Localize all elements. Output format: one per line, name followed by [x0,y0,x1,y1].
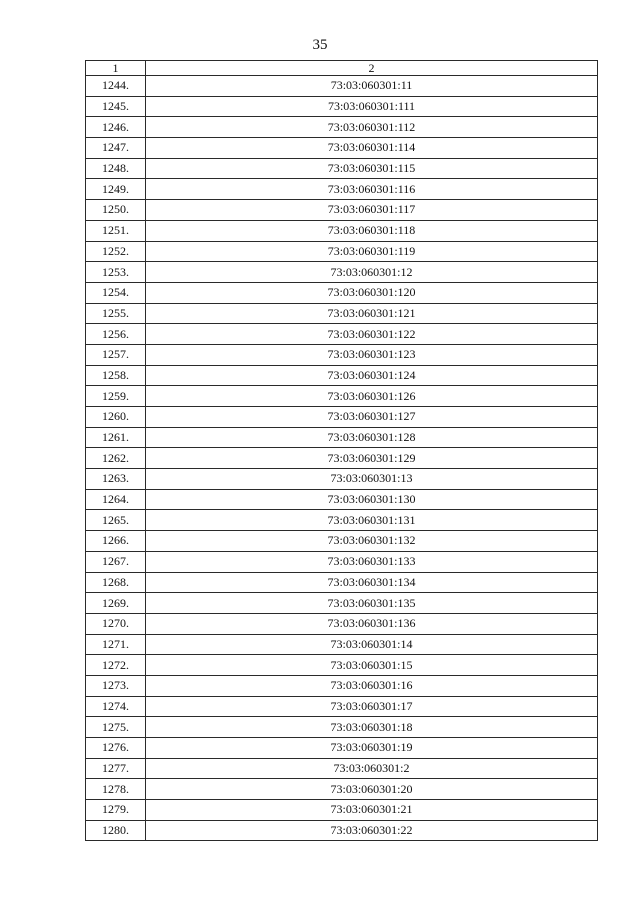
row-number-cell: 1277. [86,758,146,779]
table-row [86,220,598,241]
cadastral-table [85,60,598,841]
table-row [86,241,598,262]
row-number-cell: 1256. [86,324,146,345]
row-number-cell: 1271. [86,634,146,655]
cadastral-number-cell: 73:03:060301:128 [146,427,598,448]
row-number-cell: 1249. [86,179,146,200]
cadastral-number-cell: 73:03:060301:133 [146,551,598,572]
cadastral-number-cell: 73:03:060301:21 [146,800,598,821]
page-number: 35 [312,37,328,53]
row-number-cell: 1265. [86,510,146,531]
cadastral-number-cell: 73:03:060301:119 [146,241,598,262]
table-row [86,779,598,800]
column-header-2: 2 [146,61,598,76]
row-number-cell: 1272. [86,655,146,676]
table-row [86,572,598,593]
cadastral-number-cell: 73:03:060301:129 [146,448,598,469]
table-row [86,282,598,303]
cadastral-number-cell: 73:03:060301:11 [146,76,598,97]
table-row [86,117,598,138]
row-number-cell: 1261. [86,427,146,448]
row-number-cell: 1244. [86,76,146,97]
table-row [86,427,598,448]
row-number-cell: 1267. [86,551,146,572]
row-number-cell: 1279. [86,800,146,821]
table-row [86,655,598,676]
table-row [86,510,598,531]
row-number-cell: 1276. [86,738,146,759]
row-number-cell: 1278. [86,779,146,800]
table-row [86,758,598,779]
table-row [86,76,598,97]
cadastral-number-cell: 73:03:060301:122 [146,324,598,345]
row-number-cell: 1273. [86,675,146,696]
cadastral-number-cell: 73:03:060301:18 [146,717,598,738]
table-row [86,738,598,759]
cadastral-number-cell: 73:03:060301:13 [146,469,598,490]
table-row [86,386,598,407]
cadastral-number-cell: 73:03:060301:123 [146,344,598,365]
cadastral-number-cell: 73:03:060301:17 [146,696,598,717]
row-number-cell: 1262. [86,448,146,469]
table-row [86,613,598,634]
cadastral-number-cell: 73:03:060301:14 [146,634,598,655]
cadastral-number-cell: 73:03:060301:116 [146,179,598,200]
table-row [86,138,598,159]
cadastral-number-cell: 73:03:060301:16 [146,675,598,696]
table-row [86,717,598,738]
table-row [86,324,598,345]
table-row [86,800,598,821]
row-number-cell: 1260. [86,407,146,428]
cadastral-number-cell: 73:03:060301:134 [146,572,598,593]
cadastral-number-cell: 73:03:060301:124 [146,365,598,386]
table-row [86,531,598,552]
table-row [86,593,598,614]
cadastral-number-cell: 73:03:060301:120 [146,282,598,303]
row-number-cell: 1255. [86,303,146,324]
row-number-cell: 1253. [86,262,146,283]
table-row [86,158,598,179]
row-number-cell: 1259. [86,386,146,407]
cadastral-number-cell: 73:03:060301:135 [146,593,598,614]
table-row [86,820,598,841]
table-row [86,489,598,510]
row-number-cell: 1275. [86,717,146,738]
row-number-cell: 1251. [86,220,146,241]
table-row [86,634,598,655]
row-number-cell: 1252. [86,241,146,262]
cadastral-number-cell: 73:03:060301:131 [146,510,598,531]
cadastral-number-cell: 73:03:060301:115 [146,158,598,179]
table-row [86,303,598,324]
table-row [86,365,598,386]
cadastral-number-cell: 73:03:060301:20 [146,779,598,800]
table-row [86,262,598,283]
row-number-cell: 1266. [86,531,146,552]
cadastral-number-cell: 73:03:060301:114 [146,138,598,159]
cadastral-number-cell: 73:03:060301:127 [146,407,598,428]
row-number-cell: 1268. [86,572,146,593]
cadastral-number-cell: 73:03:060301:132 [146,531,598,552]
cadastral-number-cell: 73:03:060301:2 [146,758,598,779]
table-header [86,61,598,76]
column-header-1: 1 [86,61,146,76]
table-row [86,179,598,200]
row-number-cell: 1270. [86,613,146,634]
row-number-cell: 1264. [86,489,146,510]
table-row [86,448,598,469]
table-row [86,344,598,365]
table-row [86,696,598,717]
row-number-cell: 1248. [86,158,146,179]
cadastral-number-cell: 73:03:060301:130 [146,489,598,510]
row-number-cell: 1257. [86,344,146,365]
row-number-cell: 1263. [86,469,146,490]
table-row [86,469,598,490]
cadastral-number-cell: 73:03:060301:12 [146,262,598,283]
table-body [86,76,598,841]
row-number-cell: 1280. [86,820,146,841]
row-number-cell: 1250. [86,200,146,221]
table-row [86,96,598,117]
cadastral-number-cell: 73:03:060301:112 [146,117,598,138]
row-number-cell: 1245. [86,96,146,117]
cadastral-number-cell: 73:03:060301:22 [146,820,598,841]
row-number-cell: 1258. [86,365,146,386]
row-number-cell: 1246. [86,117,146,138]
row-number-cell: 1269. [86,593,146,614]
cadastral-number-cell: 73:03:060301:117 [146,200,598,221]
table-row [86,200,598,221]
row-number-cell: 1274. [86,696,146,717]
row-number-cell: 1247. [86,138,146,159]
cadastral-number-cell: 73:03:060301:111 [146,96,598,117]
cadastral-number-cell: 73:03:060301:19 [146,738,598,759]
cadastral-number-cell: 73:03:060301:15 [146,655,598,676]
cadastral-number-cell: 73:03:060301:118 [146,220,598,241]
cadastral-number-cell: 73:03:060301:126 [146,386,598,407]
table-row [86,551,598,572]
row-number-cell: 1254. [86,282,146,303]
header-row [86,61,598,76]
table-row [86,675,598,696]
cadastral-number-cell: 73:03:060301:136 [146,613,598,634]
cadastral-number-cell: 73:03:060301:121 [146,303,598,324]
table-row [86,407,598,428]
